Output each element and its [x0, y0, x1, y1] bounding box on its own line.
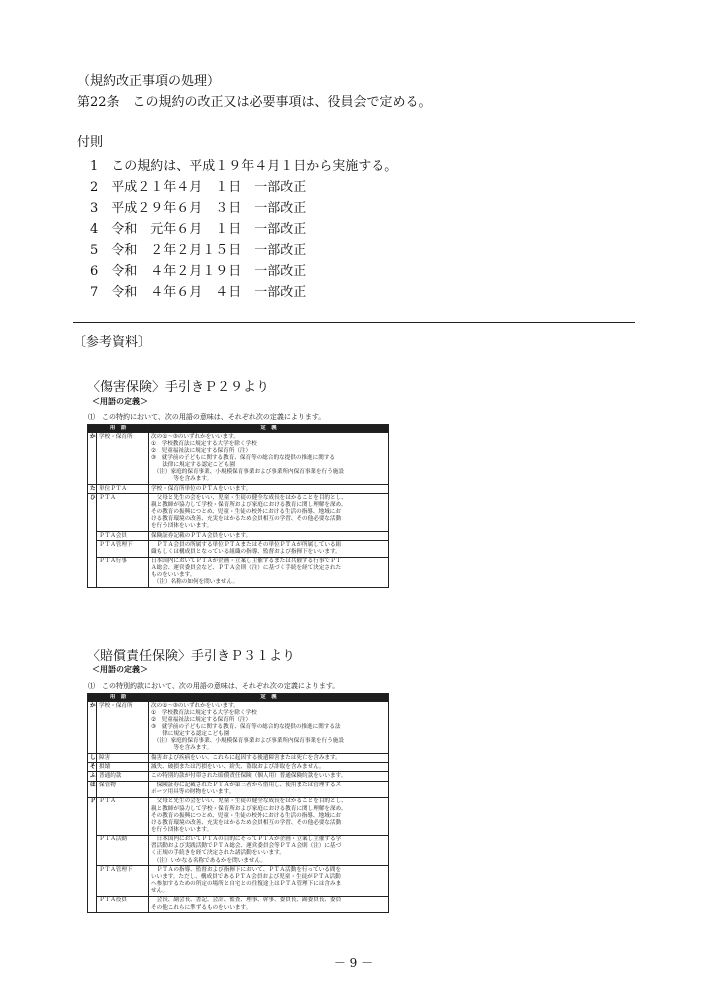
table-row — [88, 835, 389, 866]
injury-label: ＜用語の定義＞ — [92, 397, 148, 406]
liability-title: 〈賠償責任保険〉手引きＰ３１より — [87, 649, 296, 664]
definition-cell: 保険証券記載のＰＴＡ会員をいいます。 — [149, 532, 389, 541]
definition-cell: 会長、副会長、書記、会計、監査、理事、幹事、委員長、副委員長、委員 その他これらに準ずるものをいいます。 — [149, 896, 389, 912]
amendment-item: 2 平成２１年４月 １日 一部改正 — [90, 180, 307, 195]
table-row — [88, 485, 389, 494]
table-row — [88, 772, 389, 781]
liability-intro: ⑴ この特別約款において、次の用語の意味は、それぞれ次の定義によります。 — [88, 682, 340, 690]
definition-cell: 保険証券に記載されたＰＴＡが第三者から借用し、使用または管理するス ポーツ用具等の財物をいいます。 — [149, 781, 389, 797]
injury-terms-table — [87, 424, 389, 588]
supplementary-heading: 付則 — [77, 135, 104, 150]
amendment-item: 6 令和 ４年２月１９日 一部改正 — [90, 264, 307, 279]
term-cell: 損壊 — [97, 763, 149, 772]
definition-cell: 次の①～③のいずれかをいいます。 ① 学校教育法に規定する大学を除く学校 ② 児童福祉法に規定する保育所（注） ③ 就学前の子どもに関する教育、保育等の総合的な提供の推進に関する法 律に規定する認定こども園 （注）家庭的保育事業、小規模保育事業および事業所内保育事業を行う施設 等を含みます。 — [149, 702, 389, 754]
col-term-header: 用 語 — [88, 694, 149, 702]
term-cell: 学校・保育所 — [97, 433, 149, 485]
kana-index: ひ — [88, 494, 97, 588]
term-cell: ＰＴＡ — [97, 797, 149, 835]
definition-cell: 父母と先生の会をいい、児童・生徒の健全な成長をはかることを目的とし、 親と教師が協力して学校・保育所および家庭における教育に関し理解を深め、 その教育の振興につとめ、児童・生徒の校外における生活の指導、地域にお ける教育環境の改善、充実をはかるため会員相互の学習、その他必要な活動 を行う団体をいいます。 — [149, 494, 389, 532]
definition-cell: ＰＴＡの指導、監督および指揮下において、ＰＴＡ活動を行っている間を いいます。ただし、構成員であるＰＴＡ会員および児童・生徒がＰＴＡ活動 へ参加するための所定の場所と自宅との往復途上はＰＴＡ管理下には含みま せん。 — [149, 866, 389, 897]
injury-title: 〈傷害保険〉手引きＰ２９より — [87, 380, 270, 395]
amendment-item: 1 この規約は、平成１９年４月１日から実施する。 — [90, 159, 398, 174]
table-row — [88, 532, 389, 541]
term-cell: ＰＴＡ管理下 — [97, 541, 149, 557]
col-def-header: 定 義 — [149, 694, 389, 702]
kana-index: た — [88, 485, 97, 494]
amendment-item: 4 令和 元年６月 １日 一部改正 — [90, 222, 307, 237]
table-row — [88, 763, 389, 772]
term-cell: ＰＴＡ管理下 — [97, 866, 149, 897]
kana-index: か — [88, 702, 97, 754]
definition-cell: 日本国内においてＰＴＡの目的にそってＰＴＡが企画・立案し主催する学 習活動および実践活動でＰＴＡ総会、運営委員会等ＰＴＡ会則（注）に基づ く正規の手続きを経て決定された諸活動をいいます。 （注）いかなる名称であるかを問いません。 — [149, 835, 389, 866]
section-divider — [73, 322, 635, 323]
definition-cell: 滅失、破損または汚損をいい、紛失、盗取および詐取を含みません。 — [149, 763, 389, 772]
table-row — [88, 754, 389, 763]
definition-cell: 父母と先生の会をいい、児童・生徒の健全な成長をはかることを目的とし、 親と教師が協力して学校・保育所および家庭における教育に関し理解を深め、 その教育の振興につとめ、児童・生徒の校外における生活の指導、地域にお ける教育環境の改善、充実をはかるため会員相互の学習、その他必要な活動 を行う団体をいいます。 — [149, 797, 389, 835]
term-cell: ＰＴＡ行事 — [97, 557, 149, 588]
kana-index: ふ — [88, 772, 97, 781]
article-22: 第22条 この規約の改正又は必要事項は、役員会で定める。 — [77, 95, 432, 110]
kana-index: そ — [88, 763, 97, 772]
table-row — [88, 797, 389, 835]
table-row — [88, 494, 389, 532]
amendment-item: 3 平成２９年６月 ３日 一部改正 — [90, 201, 307, 216]
amendment-item: 5 令和 ２年２月１５日 一部改正 — [90, 243, 307, 258]
liability-terms-table — [87, 693, 389, 913]
kana-index: ほ — [88, 781, 97, 797]
amendment-item: 7 令和 ４年６月 ４日 一部改正 — [90, 285, 307, 300]
term-cell: ＰＴＡ活動 — [97, 835, 149, 866]
table-row — [88, 702, 389, 754]
definition-cell: ＰＴＡ会員の所属する単位ＰＴＡまたはその単位ＰＴＡが所属している組 織もしくは構成員となっている組織の指導、監督および指揮下をいいます。 — [149, 541, 389, 557]
reference-heading: 〔参考資料〕 — [73, 335, 152, 350]
term-cell: 障害 — [97, 754, 149, 763]
table-row — [88, 541, 389, 557]
term-cell: ＰＴＡ会員 — [97, 532, 149, 541]
injury-intro: ⑴ この特約において、次の用語の意味は、それぞれ次の定義によります。 — [88, 413, 326, 421]
kana-index: Ｐ — [88, 797, 97, 912]
term-cell: 保管物 — [97, 781, 149, 797]
term-cell: ＰＴＡ — [97, 494, 149, 532]
kana-index: か — [88, 433, 97, 485]
table-row — [88, 557, 389, 588]
page-number: － 9 － — [333, 956, 374, 970]
section-heading: （規約改正事項の処理） — [77, 74, 221, 89]
table-row — [88, 433, 389, 485]
definition-cell: 日本国内においてＰＴＡが企画・立案し主催するまたは共催する行事でＰＴ Ａ総会、運営委員会など、ＰＴＡ会則（注）に基づく手続を経て決定された ものをいいます。 （注）名称の如何を問いません。 — [149, 557, 389, 588]
definition-cell: この特別約款が付帯された賠償責任保険（個人用）普通保険約款をいいます。 — [149, 772, 389, 781]
term-cell: 単位ＰＴＡ — [97, 485, 149, 494]
definition-cell: 傷害および疾病をいい、これらに起因する後遺障害または死亡を含みます。 — [149, 754, 389, 763]
kana-index: し — [88, 754, 97, 763]
definition-cell: 学校・保育所単位のＰＴＡをいいます。 — [149, 485, 389, 494]
col-term-header: 用 語 — [88, 425, 149, 433]
term-cell: ＰＴＡ役員 — [97, 896, 149, 912]
term-cell: 普通約款 — [97, 772, 149, 781]
liability-label: ＜用語の定義＞ — [92, 665, 148, 674]
table-row — [88, 781, 389, 797]
definition-cell: 次の①～③のいずれかをいいます。 ① 学校教育法に規定する大学を除く学校 ② 児童福祉法に規定する保育所（注） ③ 就学前の子どもに関する教育、保育等の総合的な提供の推進に関する 法律に規定する認定こども園 （注）家庭的保育事業、小規模保育事業および事業所内保育事業を行う施設 等を含みます。 — [149, 433, 389, 485]
col-def-header: 定 義 — [149, 425, 389, 433]
term-cell: 学校・保育所 — [97, 702, 149, 754]
table-row — [88, 866, 389, 897]
table-row — [88, 896, 389, 912]
